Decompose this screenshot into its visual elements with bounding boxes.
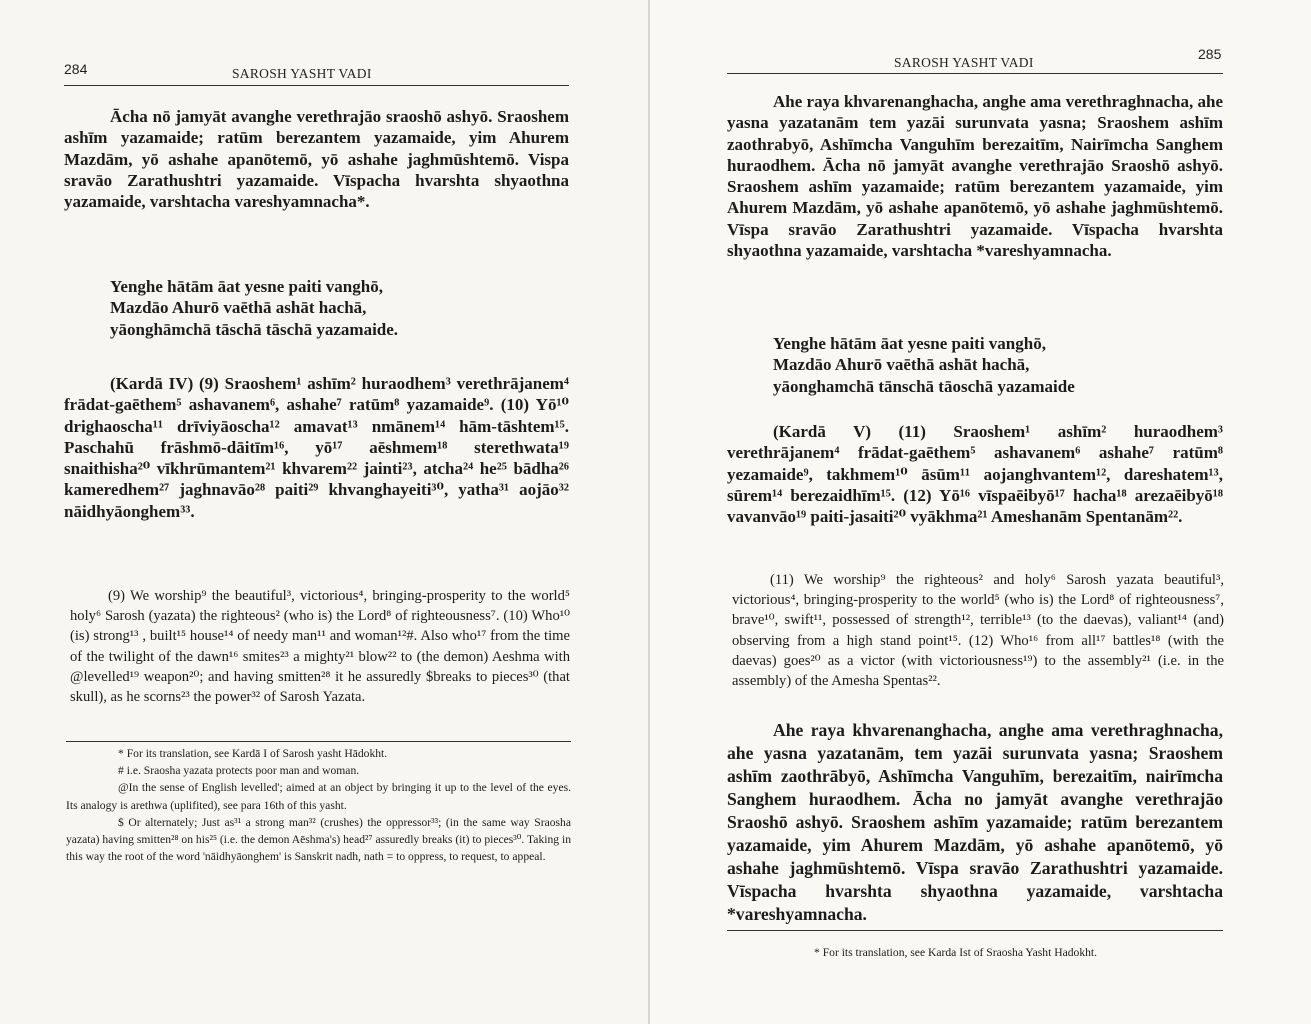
footnotes xyxy=(66,745,571,865)
right-page xyxy=(650,0,1311,1024)
page-number: 285 xyxy=(1198,46,1222,62)
verse-line: Mazdāo Ahurō vaēthā ashāt hachā, xyxy=(773,355,1030,375)
left-page xyxy=(0,0,650,1024)
running-head: SAROSH YASHT VADI xyxy=(894,55,1034,70)
header-rule xyxy=(727,73,1223,74)
translation-paragraph: (11) We worship⁹ the righteous² and holy⁶ Sarosh yazata beautiful³, victorious⁴, bringing-prosperity to the world⁵ (who is) the Lord⁸ of righteousness⁷, brave¹⁰, swift¹¹, possessed of strength¹², terrible¹³ (to the daevas), valiant¹⁴ (and) observing from a high stand point¹⁵. (12) Who¹⁶ from all¹⁷ battles¹⁸ (with the daevas) goes²⁰ as a victor (with victoriousness¹⁹) to the assembly²¹ (i.e. in the assembly) of the Amesha Spentas²². xyxy=(732,572,1224,690)
verse-block xyxy=(64,276,615,340)
verse-line: Yenghe hātām āat yesne paiti vanghō, xyxy=(110,277,383,296)
footnote: * For its translation, see Kardā I of Sarosh yasht Hādokht. xyxy=(118,747,388,760)
footnote: * For its translation, see Karda Ist of Sraosha Yasht Hadokht. xyxy=(814,946,1098,959)
verse-line: Mazdāo Ahurō vaēthā ashāt hachā, xyxy=(110,298,367,318)
avestan-paragraph-karda-5: (Kardā V) (11) Sraoshem¹ ashīm² huraodhem³ verethrājanem⁴ frādat-gaēthem⁵ ashavanem⁶ ashahe⁷ ratūm⁸ yezamaide⁹, takhmem¹⁰ āsūm¹¹ aojanghvantem¹², dareshatem¹³, sūrem¹⁴ berezaidhīm¹⁵. (12) Yō¹⁶ vīspaēibyō¹⁷ hacha¹⁸ arezaēibyō¹⁸ vavanvāo¹⁹ paiti-jasaiti²⁰ vyākhma²¹ Ameshanām Spentanām²². xyxy=(727,422,1223,527)
footnote-rule xyxy=(727,930,1223,931)
verse-line: yāonghāmchā tāschā tāschā yazamaide. xyxy=(110,319,399,339)
footnote: @In the sense of English levelled'; aimed at an object by bringing it up to the level of the eyes. Its analogy is arethwa (uplifited), see para 16th of this yasht. xyxy=(66,781,571,812)
header-rule xyxy=(64,85,569,86)
verse-line: yāonghamchā tānschā tāoschā yazamaide xyxy=(773,376,1075,396)
running-head: SAROSH YASHT VADI xyxy=(232,66,372,81)
page-number: 284 xyxy=(64,61,88,77)
footnote: $ Or alternately; Just as³¹ a strong man³² (crushes) the oppressor³³; (in the same way Sraosha yazata) having smitten²⁸ on his²⁵ (i.e. the demon Aēshma's) head²⁷ assuredly breaks (it) to pieces³⁰. Taking in this way the root of the word 'nāidhyāonghem' is Sanskrit nadh, nath = to oppress, to request, to appeal. xyxy=(66,815,571,864)
footnote: # i.e. Sraosha yazata protects poor man and woman. xyxy=(118,764,360,778)
verse-block xyxy=(727,333,1269,397)
avestan-paragraph-3: Ahe raya khvarenanghacha, anghe ama verethraghnacha, ahe yasna yazatanām, tem yazāi surunvata yasna; Sraoshem ashīm zaothrābyō, Ashīmcha Vanguhīm, berezaitīm, nairīmcha Sanghem huraodhem. Ācha no jamyāt avanghe verethrajāo Sraoshō ashyō. Sraoshem ashīm yazamaide; ratūm berezantem yazamaide, yim Ahurem Mazdām, yō ashahe apanōtemō, yō ashahe jaghmūshtemō. Vīspa sravāo Zarathushtri yazamaide. Vīspacha hvarshta shyaothna yazamaide, varshtacha *vareshyamnacha. xyxy=(727,720,1223,924)
avestan-paragraph-karda-4: (Kardā IV) (9) Sraoshem¹ ashīm² huraodhem³ verethrājanem⁴ frādat-gaēthem⁵ ashavanem⁶, ashahe⁷ ratūm⁸ yazamaide⁹. (10) Yō¹⁰ drighaoscha¹¹ drīviyāoscha¹² amavat¹³ nmānem¹⁴ hām-tāshtem¹⁵. Paschahū frāshmō-dāitīm¹⁶, yō¹⁷ aēshmem¹⁸ sterethwata¹⁹ snaithisha²⁰ vīkhrūmantem²¹ khvarem²² jainti²³, atcha²⁴ he²⁵ bādha²⁶ kameredhem²⁷ jaghnavāo²⁸ paiti²⁹ khvanghayeiti³⁰, yatha³¹ aojāo³² nāidhyāonghem³³. xyxy=(64,374,569,521)
avestan-paragraph-1: Ācha nō jamyāt avanghe verethrajāo sraoshō ashyō. Sraoshem ashīm yazamaide; ratūm berezantem yazamaide, yim Ahurem Mazdām, yō ashahe apanōtemō, yō ashahe jaghmūshtemō. Vispa sravāo Zarathushtri yazamaide. Vīspacha hvarshta shyaothna yazamaide, varshtacha vareshyamnacha*. xyxy=(64,107,569,212)
translation-paragraph: (9) We worship⁹ the beautiful³, victorious⁴, bringing-prosperity to the world⁵ holy⁶ Sarosh (yazata) the righteous² (who is) the Lord⁸ of righteousness⁷. (10) Who¹⁰ (is) strong¹³ , built¹⁵ house¹⁴ of needy man¹¹ and woman¹²#. Also who¹⁷ from the time of the twilight of the dawn¹⁶ smites²³ a mighty²¹ blow²² to (the demon) Aeshma with @levelled¹⁹ weapon²⁰; and having smitten²⁸ it he assuredly $breaks to pieces³⁰ (that skull), as he scorns²³ the power³² of Sarosh Yazata. xyxy=(70,588,570,706)
verse-line: Yenghe hātām āat yesne paiti vanghō, xyxy=(773,334,1046,353)
footnote-rule xyxy=(66,741,571,742)
avestan-paragraph-1: Ahe raya khvarenanghacha, anghe ama verethraghnacha, ahe yasna yazatanām tem yazāi surunvata yasna; Sraoshem ashīm zaothrabyō, Ashīmcha Vanguhīm berezaitīm, Nairīmcha Sanghem huraodhem. Ācha nō jamyāt avanghe verethrajāo Sraoshō ashyō. Sraoshem ashīm yazamaide; ratūm berezantem yazamaide, yim Ahurem Mazdām, yō ashahe apanōtemō, yō ashahe jaghmūshtemō. Vīspa sravāo Zarathushtri yazamaide. Vīspacha hvarshta shyaothna yazamaide, varshtacha *vareshyamnacha. xyxy=(727,92,1223,261)
